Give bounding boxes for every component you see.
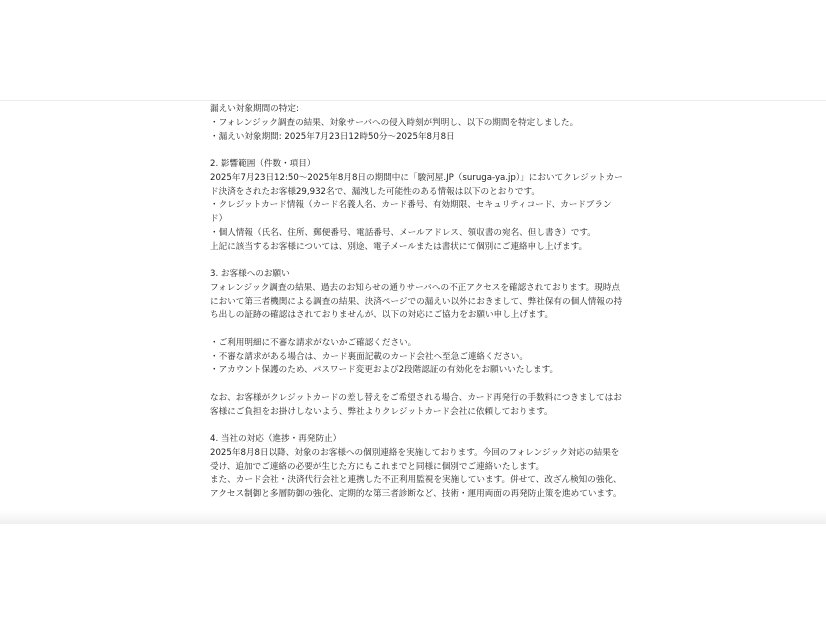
section3-note-2: 客様にご負担をお掛けしないよう、弊社よりクレジットカード会社に依頼しております。 <box>210 406 553 417</box>
section3-line-2: において第三者機関による調査の結果、決済ページでの漏えい以外におきまして、弊社保有の個人情報の持 <box>210 296 623 307</box>
header-divider <box>0 100 826 101</box>
section2-heading: 2. 影響範囲（件数・項目） <box>210 159 316 169</box>
period-heading: 漏えい対象期間の特定: <box>210 104 299 114</box>
section3-bullet-2: ・不審な請求がある場合は、カード裏面記載のカード会社へ至急ご連絡ください。 <box>210 351 528 362</box>
section3-line-1: フォレンジック調査の結果、過去のお知らせの通りサーバへの不正アクセスを確認されております。現時点 <box>210 282 621 293</box>
paragraph-gap <box>210 323 630 337</box>
scroll-fade-edge <box>0 510 826 524</box>
section4-line-1: 2025年8月8日以降、対象のお客様への個別連絡を実施しております。今回のフォレンジック対応の結果を <box>210 447 620 458</box>
paragraph-gap <box>210 419 630 433</box>
section2-line-5: ・個人情報（氏名、住所、郵便番号、電話番号、メールアドレス、領収書の宛名、但し書き）です。 <box>210 227 596 238</box>
section3-bullet-1: ・ご利用明細に不審な請求がないかご確認ください。 <box>210 337 417 348</box>
section4-line-4: アクセス制御と多層防御の強化、定期的な第三者診断など、技術・運用両面の再発防止策を進めています。 <box>210 489 622 499</box>
section4-heading: 4. 当社の対応（進捗・再発防止） <box>210 434 342 444</box>
paragraph-gap <box>210 378 630 392</box>
section2-line-4: ド） <box>210 214 228 224</box>
section2-line-1: 2025年7月23日12:50〜2025年8月8日の期間中に「駿河屋.JP（suruga-ya.jp）」においてクレジットカー <box>210 172 623 183</box>
section4-line-3: また、カード会社・決済代行会社と連携した不正利用監視を実施しています。併せて、改ざん検知の強化、 <box>210 475 622 486</box>
section3-note-1: なお、お客様がクレジットカードの差し替えをご希望される場合、カード再発行の手数料につきましてはお <box>210 392 622 403</box>
section2-line-3: ・クレジットカード情報（カード名義人名、カード番号、有効期限、セキュリティコード、カードブラン <box>210 200 612 211</box>
paragraph-gap <box>210 144 630 158</box>
section4-line-2: 受け、追加でご連絡の必要が生じた方にもこれまでと同様に個別でご連絡いたします。 <box>210 461 545 472</box>
period-line-2: ・漏えい対象期間: 2025年7月23日12時50分〜2025年8月8日 <box>210 131 455 142</box>
section2-line-2: ド決済をされたお客様29,932名で、漏洩した可能性のある情報は以下のとおりです。 <box>210 186 540 197</box>
paragraph-gap <box>210 254 630 268</box>
section3-line-3: ち出しの証跡の確認はされておりませんが、以下の対応にご協力をお願い申し上げます。 <box>210 310 554 321</box>
period-line-1: ・フォレンジック調査の結果、対象サーバへの侵入時刻が判明し、以下の期間を特定しました。 <box>210 117 579 128</box>
section3-heading: 3. お客様へのお願い <box>210 269 290 279</box>
incident-notice-article <box>210 103 630 507</box>
section2-line-6: 上記に該当するお客様については、別途、電子メールまたは書状にて個別にご連絡申し上げます。 <box>210 241 588 252</box>
section3-bullet-3: ・アカウント保護のため、パスワード変更および2段階認証の有効化をお願いいたします。 <box>210 365 559 376</box>
